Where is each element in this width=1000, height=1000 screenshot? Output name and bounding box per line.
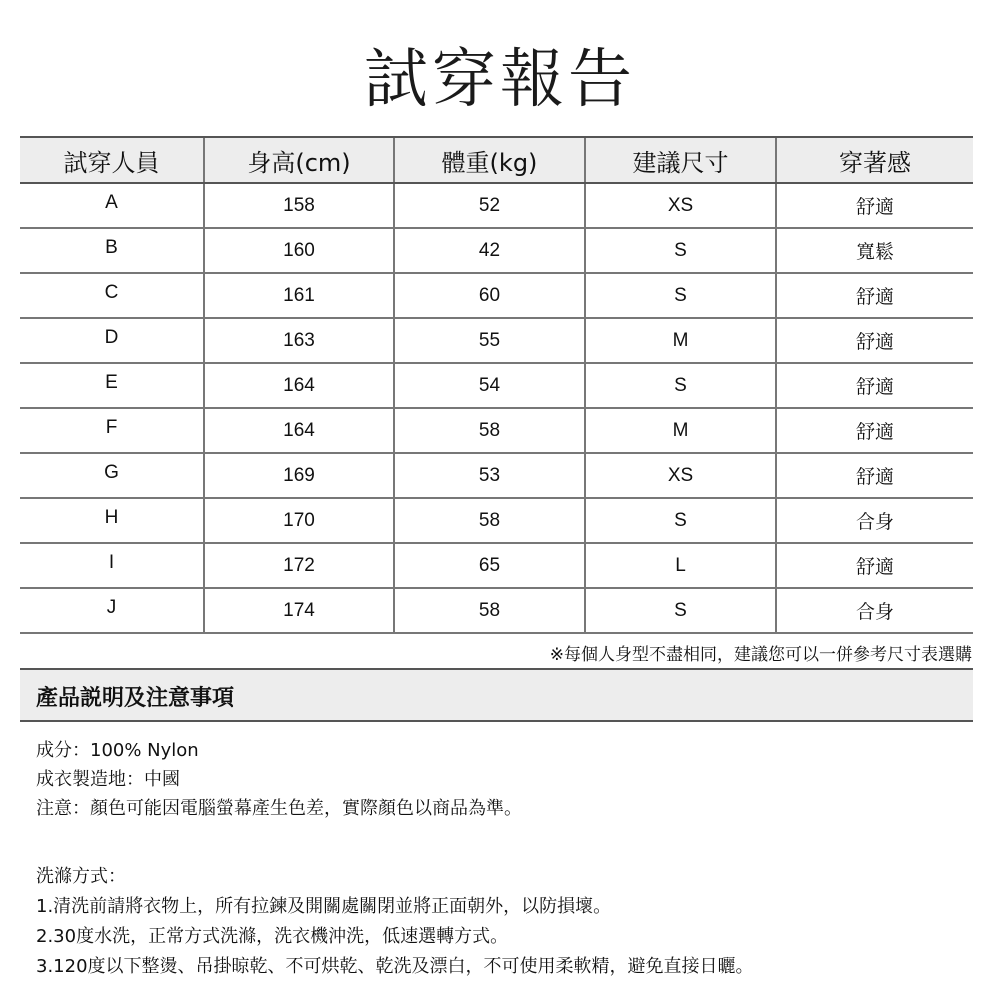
- fit-feel-cell: 舒適: [776, 543, 973, 588]
- table-row: [20, 318, 973, 363]
- header-tester: 試穿人員: [20, 137, 204, 183]
- tester-cell: E: [20, 363, 204, 408]
- header-suggested-size: 建議尺寸: [585, 137, 776, 183]
- tester-cell: D: [20, 318, 204, 363]
- size-cell: M: [585, 318, 776, 363]
- page-title: 試穿報告: [364, 43, 636, 117]
- size-cell: S: [585, 498, 776, 543]
- size-cell: S: [585, 588, 776, 633]
- header-height: 身高(cm): [204, 137, 394, 183]
- height-cell: 174: [204, 588, 394, 633]
- fit-feel-cell: 寬鬆: [776, 228, 973, 273]
- weight-cell: 42: [394, 228, 585, 273]
- washing-title: 洗滌方式：: [36, 866, 126, 887]
- fit-feel-cell: 舒適: [776, 408, 973, 453]
- fit-feel-cell: 舒適: [776, 273, 973, 318]
- height-cell: 164: [204, 408, 394, 453]
- height-cell: 158: [204, 183, 394, 228]
- header-fit-feel: 穿著感: [776, 137, 973, 183]
- fit-feel-cell: 舒適: [776, 363, 973, 408]
- tester-cell: H: [20, 498, 204, 543]
- weight-cell: 58: [394, 588, 585, 633]
- height-cell: 163: [204, 318, 394, 363]
- washing-step: 1.清洗前請將衣物上，所有拉鍊及開關處關閉並將正面朝外，以防損壞。: [36, 896, 612, 917]
- weight-cell: 53: [394, 453, 585, 498]
- fitting-report-table: [20, 136, 973, 634]
- height-cell: 161: [204, 273, 394, 318]
- weight-cell: 58: [394, 408, 585, 453]
- material-text: 成分：100% Nylon: [36, 740, 199, 761]
- table-row: [20, 543, 973, 588]
- fit-feel-cell: 舒適: [776, 183, 973, 228]
- origin-text: 成衣製造地：中國: [36, 769, 180, 790]
- table-row: [20, 453, 973, 498]
- fit-feel-cell: 舒適: [776, 453, 973, 498]
- table-header-row: [20, 137, 973, 183]
- height-cell: 170: [204, 498, 394, 543]
- height-cell: 172: [204, 543, 394, 588]
- fit-feel-cell: 合身: [776, 588, 973, 633]
- size-cell: M: [585, 408, 776, 453]
- table-row: [20, 228, 973, 273]
- size-cell: S: [585, 273, 776, 318]
- fit-feel-cell: 合身: [776, 498, 973, 543]
- table-row: [20, 363, 973, 408]
- size-cell: XS: [585, 183, 776, 228]
- section-header: [20, 668, 973, 722]
- height-cell: 160: [204, 228, 394, 273]
- size-note: ※每個人身型不盡相同，建議您可以一併參考尺寸表選購: [549, 645, 972, 665]
- size-cell: S: [585, 228, 776, 273]
- tester-cell: I: [20, 543, 204, 588]
- washing-step: 3.120度以下整燙、吊掛晾乾、不可烘乾、乾洗及漂白，不可使用柔軟精，避免直接日曬。: [36, 956, 754, 977]
- size-cell: S: [585, 363, 776, 408]
- washing-instructions: [36, 862, 754, 982]
- tester-cell: C: [20, 273, 204, 318]
- product-info: [36, 736, 522, 823]
- weight-cell: 54: [394, 363, 585, 408]
- weight-cell: 55: [394, 318, 585, 363]
- height-cell: 164: [204, 363, 394, 408]
- height-cell: 169: [204, 453, 394, 498]
- fit-feel-cell: 舒適: [776, 318, 973, 363]
- washing-step: 2.30度水洗，正常方式洗滌，洗衣機沖洗，低速選轉方式。: [36, 926, 509, 947]
- size-cell: L: [585, 543, 776, 588]
- table-row: [20, 183, 973, 228]
- weight-cell: 58: [394, 498, 585, 543]
- weight-cell: 60: [394, 273, 585, 318]
- tester-cell: F: [20, 408, 204, 453]
- table-row: [20, 588, 973, 633]
- table-row: [20, 408, 973, 453]
- weight-cell: 52: [394, 183, 585, 228]
- weight-cell: 65: [394, 543, 585, 588]
- table-row: [20, 273, 973, 318]
- size-cell: XS: [585, 453, 776, 498]
- section-title: 產品説明及注意事項: [36, 686, 235, 711]
- caution-text: 注意：顏色可能因電腦螢幕產生色差，實際顏色以商品為準。: [36, 798, 522, 819]
- tester-cell: G: [20, 453, 204, 498]
- tester-cell: J: [20, 588, 204, 633]
- tester-cell: A: [20, 183, 204, 228]
- table-row: [20, 498, 973, 543]
- tester-cell: B: [20, 228, 204, 273]
- header-weight: 體重(kg): [394, 137, 585, 183]
